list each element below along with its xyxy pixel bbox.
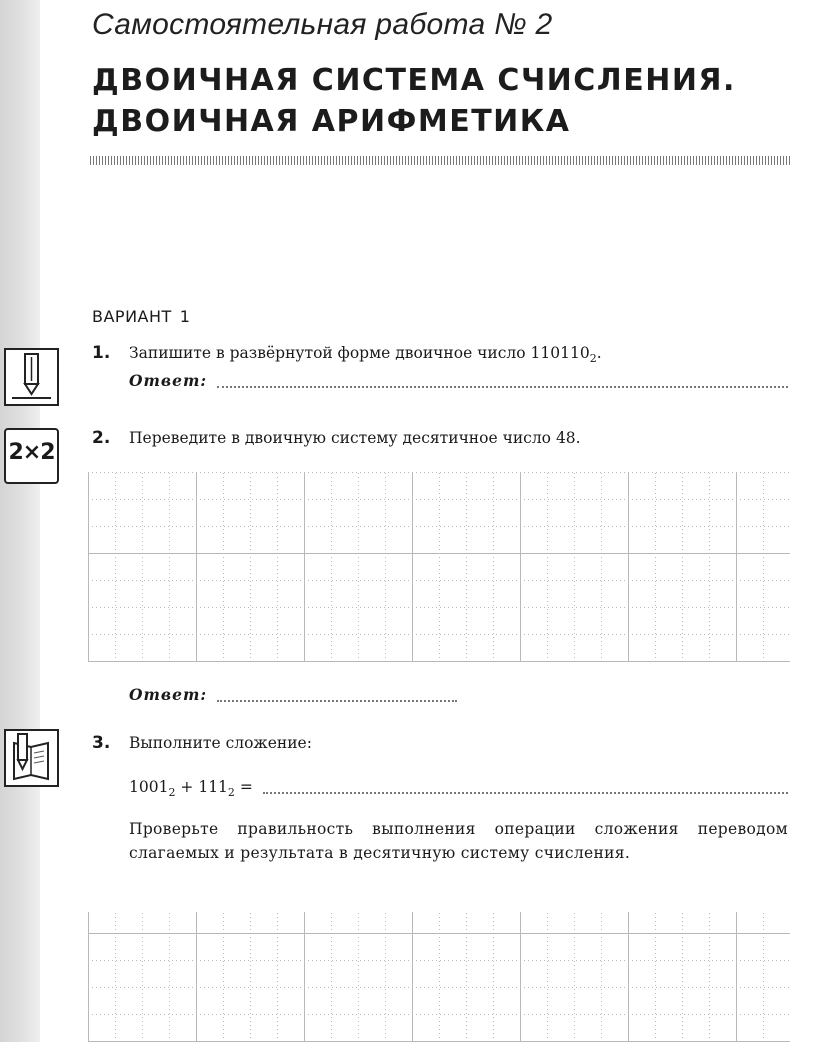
equals-sign: = [239, 778, 253, 796]
operand-1-base: 2 [168, 786, 176, 800]
operand-2-base: 2 [227, 786, 235, 800]
answer-line[interactable] [217, 386, 788, 388]
answer-line[interactable] [263, 792, 788, 794]
task-3-text: Выполните сложение: [129, 734, 312, 752]
variant-heading [92, 307, 190, 326]
answer-line[interactable] [217, 700, 457, 702]
task-2-number: 2. [92, 428, 111, 448]
task-2 [92, 426, 788, 450]
variant-number: 1 [179, 307, 191, 326]
hatched-divider [90, 156, 790, 165]
answer-label: Ответ: [129, 685, 208, 704]
binary-value: 110110 [530, 344, 590, 362]
page-margin-strip [0, 0, 40, 1042]
work-grid-1[interactable] [88, 472, 790, 662]
work-subtitle: Самостоятельная работа № 2 [92, 8, 553, 41]
operand-1: 1001 [129, 778, 169, 796]
sum-expression-row [129, 775, 788, 799]
plus-sign: + [180, 778, 194, 796]
sum-expression [129, 775, 253, 799]
task-1-question: Запишите в развёрнутой форме двоичное число [129, 344, 526, 362]
title-line-1: ДВОИЧНАЯ СИСТЕМА СЧИСЛЕНИЯ. [92, 63, 736, 98]
title-line-2: ДВОИЧНАЯ АРИФМЕТИКА [92, 104, 571, 139]
task-1-answer-row [129, 369, 788, 393]
task-1 [92, 341, 788, 393]
task-2-answer-row [129, 683, 788, 707]
task-3 [92, 731, 788, 865]
answer-label: Ответ: [129, 371, 208, 390]
binary-number [530, 344, 597, 366]
calculation-icon-label: 2×2 [8, 440, 55, 465]
task-3-number: 3. [92, 733, 111, 753]
binary-base: 2 [589, 352, 597, 366]
task-1-period: . [596, 344, 602, 362]
task-1-text [129, 341, 788, 365]
task-2-text: Переведите в двоичную систему десятичное число 48. [129, 429, 581, 447]
book-pen-icon [4, 729, 59, 787]
pen-icon [4, 348, 59, 406]
calculation-icon [4, 428, 59, 484]
work-grid-2[interactable] [88, 912, 790, 1042]
task-3-check-instruction: Проверьте правильность выполнения операции сложения переводом слагаемых и результата в десятичную систему счисления. [129, 820, 788, 862]
variant-label: ВАРИАНТ [92, 307, 172, 326]
task-1-number: 1. [92, 343, 111, 363]
task-2-answer [92, 679, 788, 707]
operand-2: 111 [198, 778, 228, 796]
page-title [92, 60, 736, 142]
